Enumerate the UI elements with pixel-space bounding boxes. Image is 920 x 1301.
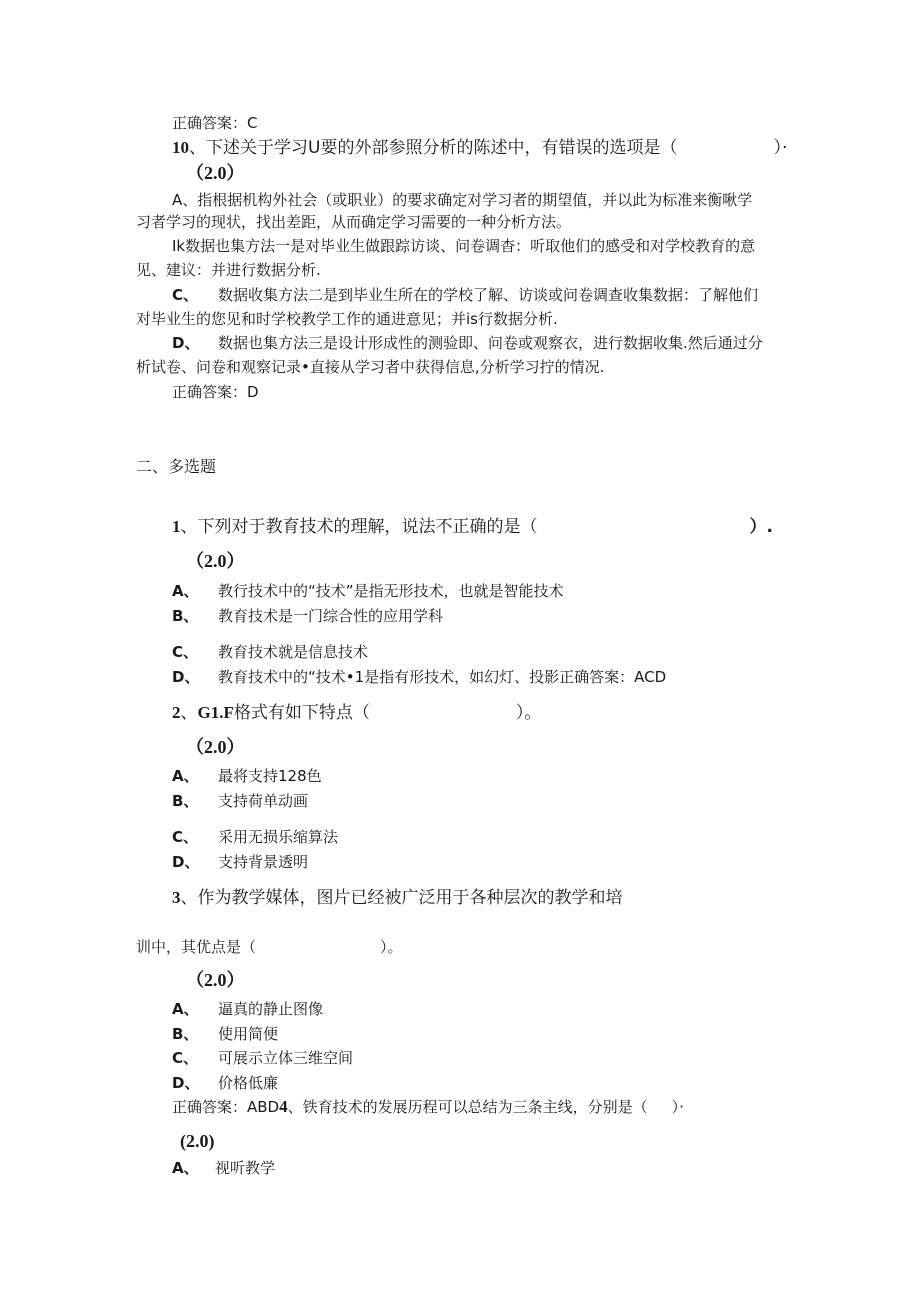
question-number: 10 xyxy=(172,138,189,157)
section-title: 二、多选题 xyxy=(136,457,217,476)
question-score: (2.0) xyxy=(180,1131,215,1151)
question-number: 1 xyxy=(172,517,181,536)
question-close: ）· xyxy=(671,1098,684,1116)
previous-answer: 正确答案：C xyxy=(172,114,258,132)
option-key: D、 xyxy=(172,668,200,686)
option-d xyxy=(172,1073,278,1093)
option-key: B、 xyxy=(172,792,199,810)
question-4-stem xyxy=(172,1097,684,1117)
option-a xyxy=(172,581,564,601)
question-text: 格式有如下特点（ xyxy=(233,703,370,723)
question-1-stem xyxy=(172,517,773,537)
question-close: ）。 xyxy=(380,938,403,956)
option-text: 教育技术就是信息技术 xyxy=(218,643,369,661)
option-text: 支持背景透明 xyxy=(218,853,309,871)
option-key: A、 xyxy=(172,582,199,600)
question-number: 4 xyxy=(279,1097,288,1116)
option-b xyxy=(172,606,443,626)
option-key: B、 xyxy=(172,1025,199,1043)
option-a xyxy=(172,999,323,1019)
option-key: A、 xyxy=(172,1159,199,1177)
option-text: 价格低廉 xyxy=(218,1074,279,1092)
question-score: （2.0） xyxy=(186,551,245,571)
correct-answer: 正确答案：ABD xyxy=(172,1098,280,1116)
question-text: 、 xyxy=(180,703,198,723)
option-key: A、 xyxy=(172,767,199,785)
option-c xyxy=(172,827,338,847)
question-score: （2.0） xyxy=(186,970,245,990)
option-key: C、 xyxy=(172,286,199,304)
question-number: 3 xyxy=(172,888,181,907)
question-close: ）。 xyxy=(515,703,542,723)
option-a-line1: A、指根据机构外社会（或职业）的要求确定对学习者的期望值，并以此为标准来衡啾学 xyxy=(172,191,753,209)
question-2-stem xyxy=(172,703,541,723)
option-b xyxy=(172,791,308,811)
option-text: 最将支持128色 xyxy=(218,767,322,785)
option-a xyxy=(172,1158,275,1178)
option-text: 数据也集方法三是设计形成性的测验即、问卷或观察衣，进行数据收集.然后通过分 xyxy=(218,334,763,352)
question-3-stem xyxy=(172,888,623,908)
question-text: 、作为教学媒体，图片已经被广泛用于各种层次的教学和培 xyxy=(180,888,623,908)
option-c xyxy=(172,642,368,662)
question-score: （2.0） xyxy=(186,737,245,757)
option-text: 教育技术中的“技术•1是指有形技术，如幻灯、投影正确答案：ACD xyxy=(218,668,667,686)
option-text: 数据收集方法二是到毕业生所在的学校了解、访谈或问卷调查收集数据：了解他们 xyxy=(218,286,759,304)
question-3-stem-line2 xyxy=(136,937,403,957)
option-key: D、 xyxy=(172,1074,200,1092)
option-d-line2: 析试卷、问卷和观察记录•直接从学习者中获得信息,分析学习拧的情况. xyxy=(136,358,605,376)
option-key: C、 xyxy=(172,828,199,846)
question-text: 、下列对于教育技术的理解，说法不正确的是（ xyxy=(180,517,538,537)
option-text: 支持荷单动画 xyxy=(218,792,309,810)
question-number: 2 xyxy=(172,703,181,722)
option-a xyxy=(172,766,322,786)
option-b-line2: 见、建议：并进行数据分析. xyxy=(136,261,321,279)
option-text: 教行技术中的“技术”是指无形技术，也就是智能技术 xyxy=(218,582,564,600)
option-key: D、 xyxy=(172,853,200,871)
option-d xyxy=(172,852,308,872)
option-text: 使用简便 xyxy=(218,1025,279,1043)
option-key: C、 xyxy=(172,643,199,661)
option-a-line2: 习者学习的现状，找出差距，从而确定学习需要的一种分析方法。 xyxy=(136,213,572,231)
option-key: B、 xyxy=(172,607,199,625)
question-text: 、铁育技术的发展历程可以总结为三条主线，分别是（ xyxy=(287,1098,648,1116)
question-score: （2.0） xyxy=(186,163,245,183)
option-text: 可展示立体三维空间 xyxy=(218,1049,354,1067)
option-d-line1 xyxy=(172,333,763,353)
option-key: A、 xyxy=(172,1000,199,1018)
question-text: 、下述关于学习U要的外部参照分析的陈述中，有错误的选项是（ xyxy=(189,138,678,158)
option-text: 采用无损乐缩算法 xyxy=(218,828,339,846)
option-key: C、 xyxy=(172,1049,199,1067)
option-c-line1 xyxy=(172,285,758,305)
correct-answer: 正确答案：D xyxy=(172,383,259,401)
question-10-stem xyxy=(172,138,787,158)
option-b xyxy=(172,1024,278,1044)
option-c-line2: 对毕业生的您见和时学校教学工作的通进意见；并is行数据分析. xyxy=(136,310,558,328)
option-text: 逼真的静止图像 xyxy=(218,1000,324,1018)
option-d xyxy=(172,667,666,687)
format-name: G1.F xyxy=(197,703,234,722)
question-close: ）. xyxy=(749,517,773,537)
question-close: ）· xyxy=(773,138,788,158)
option-text: 教育技术是一门综合性的应用学科 xyxy=(218,607,444,625)
option-text: 视听教学 xyxy=(215,1159,276,1177)
option-b-line1: Ik数据也集方法一是对毕业生做跟踪访谈、问卷调杳：听取他们的感受和对学校教育的意 xyxy=(172,237,756,255)
option-key: D、 xyxy=(172,334,200,352)
option-c xyxy=(172,1048,353,1068)
question-text: 训中，其优点是（ xyxy=(136,938,257,956)
